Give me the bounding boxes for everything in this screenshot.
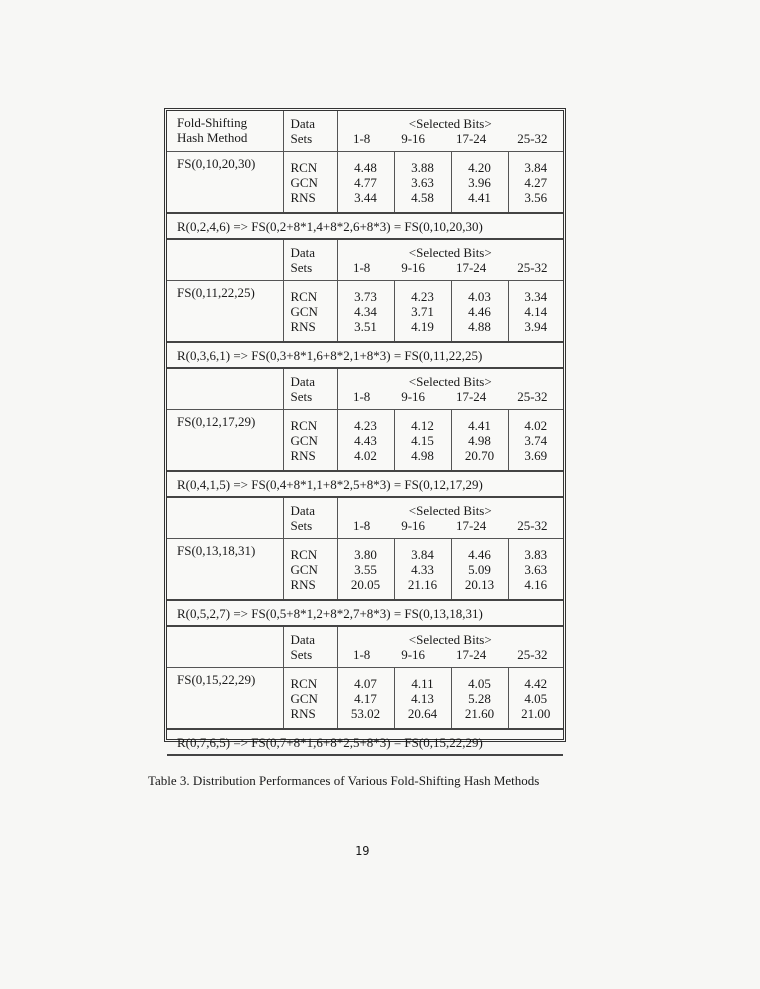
bit-range-headers [338,131,564,146]
bit-range-header: 9-16 [401,131,426,146]
value-column-cell [337,668,394,730]
sets-header: Sets [290,518,313,533]
sets-header: Sets [290,647,313,662]
relation-text: R(0,7,6,5) => FS(0,7+8*1,6+8*2,5+8*3) = FS(0,15,22,29) [167,729,563,755]
data-sets-cell [283,281,337,343]
value: 20.05 [350,576,381,592]
header-sets-cell [283,111,337,152]
header-row [167,626,563,668]
selected-bits-header [337,111,563,152]
bit-range-header: 25-32 [517,518,548,533]
relation-text: R(0,5,2,7) => FS(0,5+8*1,2+8*2,7+8*3) = FS(0,13,18,31) [167,600,563,626]
value: 4.46 [468,303,491,319]
value: 4.43 [354,432,377,448]
bit-range-header: 1-8 [352,647,371,662]
header-row [167,368,563,410]
relation-row [167,729,563,755]
value: 3.94 [524,318,548,334]
header-sets-cell [283,239,337,281]
relation-text: R(0,3,6,1) => FS(0,3+8*1,6+8*2,1+8*3) = FS(0,11,22,25) [167,342,563,368]
bit-range-header: 17-24 [455,389,487,404]
value: 4.13 [411,690,434,706]
hash-method-cell: FS(0,15,22,29) [167,668,283,730]
value: 4.12 [411,417,434,433]
data-set-name: RNS [290,705,316,721]
value: 4.11 [411,675,434,691]
value: 3.71 [411,303,434,319]
value-column-cell [337,410,394,472]
bit-range-header: 17-24 [455,260,487,275]
value: 4.88 [468,318,491,334]
value: 5.28 [468,690,491,706]
value-column-cell [508,152,563,214]
selected-bits-title: <Selected Bits> [408,116,492,131]
value-column-cell [451,539,508,601]
relation-text: R(0,2,4,6) => FS(0,2+8*1,4+8*2,6+8*3) = FS(0,10,20,30) [167,213,563,239]
data-set-name: GCN [290,690,318,706]
data-header: Data [290,245,316,260]
value-column-cell [508,539,563,601]
value: 4.02 [524,417,548,433]
data-row [167,281,563,343]
value: 4.16 [524,576,548,592]
bit-range-header: 9-16 [401,647,426,662]
data-row [167,668,563,730]
value: 4.19 [411,318,434,334]
value: 3.88 [411,159,434,175]
data-set-name: GCN [290,303,318,319]
bit-range-header: 9-16 [401,260,426,275]
value: 4.58 [411,189,434,205]
data-set-name: RNS [290,576,316,592]
header-row [167,497,563,539]
value: 4.98 [411,447,434,463]
bit-range-headers [338,518,564,533]
selected-bits-title: <Selected Bits> [408,374,492,389]
value: 4.17 [354,690,377,706]
value-column-cell [451,152,508,214]
data-sets-cell [283,539,337,601]
value: 4.20 [468,159,491,175]
data-sets-cell [283,152,337,214]
value: 4.48 [354,159,377,175]
data-set-name: RCN [290,417,318,433]
value: 4.23 [354,417,377,433]
value: 4.98 [468,432,491,448]
data-set-name: GCN [290,561,318,577]
method-header-line1: Fold-Shifting [177,115,248,130]
value-column-cell [508,410,563,472]
bit-range-header: 9-16 [401,389,426,404]
value: 3.63 [411,174,434,190]
bit-range-header: 1-8 [352,389,371,404]
relation-row [167,471,563,497]
data-sets-cell [283,668,337,730]
page-number: 19 [355,844,370,858]
selected-bits-title: <Selected Bits> [408,503,492,518]
data-set-name: RNS [290,447,316,463]
header-method-cell [167,239,283,281]
bit-range-headers [338,260,564,275]
value: 4.77 [354,174,377,190]
value: 3.63 [524,561,548,577]
value-column-cell [394,152,451,214]
header-sets-cell [283,368,337,410]
bit-range-header: 9-16 [401,518,426,533]
data-header: Data [290,374,316,389]
header-method-cell [167,111,283,152]
value: 4.42 [524,675,548,691]
fold-shifting-table [167,111,563,756]
bit-range-header: 25-32 [517,647,548,662]
value: 3.73 [354,288,377,304]
hash-method-cell: FS(0,13,18,31) [167,539,283,601]
data-row [167,539,563,601]
value-column-cell [394,539,451,601]
hash-method-cell: FS(0,10,20,30) [167,152,283,214]
header-method-cell [167,497,283,539]
value: 4.02 [354,447,377,463]
data-set-name: RCN [290,546,318,562]
value: 20.70 [464,447,495,463]
data-header: Data [290,503,316,518]
data-set-name: GCN [290,174,318,190]
value: 4.41 [468,189,491,205]
bit-range-headers [338,647,564,662]
value: 4.27 [524,174,548,190]
data-set-name: GCN [290,432,318,448]
data-header: Data [290,632,316,647]
hash-method-cell: FS(0,11,22,25) [167,281,283,343]
value: 3.55 [354,561,377,577]
value-column-cell [451,668,508,730]
value-column-cell [337,281,394,343]
value-column-cell [394,410,451,472]
value: 4.23 [411,288,434,304]
selected-bits-header [337,626,563,668]
data-set-name: RNS [290,318,316,334]
value: 4.14 [524,303,548,319]
selected-bits-title: <Selected Bits> [408,245,492,260]
bit-range-header: 1-8 [352,260,371,275]
value: 4.03 [468,288,491,304]
data-row [167,410,563,472]
header-row [167,239,563,281]
relation-row [167,213,563,239]
relation-text: R(0,4,1,5) => FS(0,4+8*1,1+8*2,5+8*3) = FS(0,12,17,29) [167,471,563,497]
bit-range-header: 1-8 [352,518,371,533]
selected-bits-title: <Selected Bits> [408,632,492,647]
value: 4.34 [354,303,377,319]
value-column-cell [337,152,394,214]
sets-header: Sets [290,389,313,404]
header-method-cell [167,626,283,668]
data-set-name: RCN [290,675,318,691]
value-column-cell [508,668,563,730]
header-sets-cell [283,626,337,668]
data-sets-cell [283,410,337,472]
relation-row [167,600,563,626]
table-caption: Table 3. Distribution Performances of Various Fold-Shifting Hash Methods [148,773,540,788]
relation-row [167,342,563,368]
method-header-line2: Hash Method [177,130,248,145]
sets-header: Sets [290,260,313,275]
value: 21.60 [464,705,495,721]
value-column-cell [394,668,451,730]
value: 3.51 [354,318,377,334]
value: 3.84 [411,546,434,562]
selected-bits-header [337,368,563,410]
value: 4.46 [468,546,491,562]
data-row [167,152,563,214]
selected-bits-header [337,497,563,539]
value: 4.15 [411,432,434,448]
value: 3.83 [524,546,548,562]
value: 4.05 [468,675,491,691]
value: 21.16 [407,576,438,592]
bit-range-header: 17-24 [455,131,487,146]
data-set-name: RCN [290,288,318,304]
header-method-cell [167,368,283,410]
value: 3.34 [524,288,548,304]
value-column-cell [451,281,508,343]
value-column-cell [394,281,451,343]
value: 4.07 [354,675,377,691]
header-row [167,111,563,152]
bit-range-header: 25-32 [517,389,548,404]
value: 4.05 [524,690,548,706]
value-column-cell [508,281,563,343]
value: 3.74 [524,432,548,448]
bit-range-header: 25-32 [517,260,548,275]
value: 20.13 [464,576,495,592]
value: 3.96 [468,174,491,190]
bit-range-headers [338,389,564,404]
data-set-name: RCN [290,159,318,175]
value: 3.56 [524,189,548,205]
value: 3.44 [354,189,377,205]
bit-range-header: 25-32 [517,131,548,146]
value-column-cell [337,539,394,601]
fold-shifting-table-frame [164,108,566,750]
bit-range-header: 17-24 [455,518,487,533]
header-sets-cell [283,497,337,539]
value: 3.80 [354,546,377,562]
value: 4.41 [468,417,491,433]
bit-range-header: 17-24 [455,647,487,662]
value: 20.64 [407,705,438,721]
value-column-cell [451,410,508,472]
value: 21.00 [521,705,551,721]
data-set-name: RNS [290,189,316,205]
bit-range-header: 1-8 [352,131,371,146]
selected-bits-header [337,239,563,281]
hash-method-cell: FS(0,12,17,29) [167,410,283,472]
value: 5.09 [468,561,491,577]
value: 3.69 [524,447,548,463]
value: 3.84 [524,159,548,175]
sets-header: Sets [290,131,313,146]
value: 4.33 [411,561,434,577]
value: 53.02 [350,705,381,721]
data-header: Data [290,116,316,131]
